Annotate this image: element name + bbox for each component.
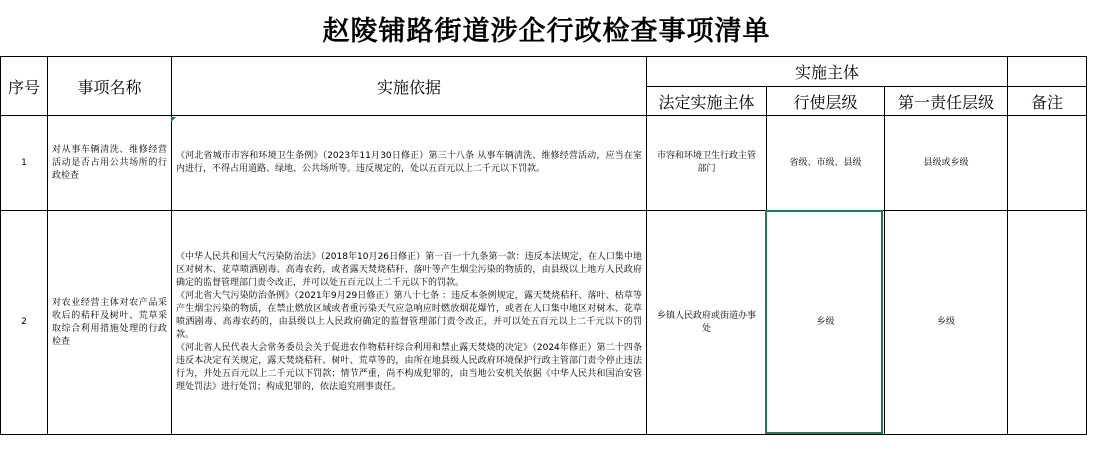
header-row-1	[1, 57, 1087, 87]
header-remark: 备注	[1008, 87, 1087, 116]
cell-item-name[interactable]: 对从事车辆清洗、维修经营活动是否占用公共场所的行政检查	[48, 116, 172, 211]
cell-level[interactable]: 乡级	[767, 211, 885, 435]
comment-marker-icon	[171, 117, 176, 122]
cell-item-name[interactable]: 对农业经营主体对农产品采收后的秸秆及树叶、荒草采取综合利用措施处理的行政检查	[48, 211, 172, 435]
basis-paragraph: 《河北省人民代表大会常务委员会关于促进农作物秸秆综合利用和禁止露天焚烧的决定》（2024年修正）第二十四条 违反本决定有关规定，露天焚烧秸秆、树叶、荒草等的，由所在地县级人民政府环境保护行政主管部门责令停止违法行为，并处五百元以上二千元以下罚款；情节严重，尚不构成犯罪的，由当地公安机关依据《中华人民共和国治安管理处罚法》进行处罚；构成犯罪的，依法追究刑事责任。	[176, 343, 642, 392]
cell-seq[interactable]: 1	[1, 116, 48, 211]
cell-legal-subject[interactable]: 乡镇人民政府或街道办事处	[647, 211, 767, 435]
cell-seq[interactable]: 2	[1, 211, 48, 435]
header-subject: 实施主体	[647, 57, 1008, 87]
header-remark-top	[1008, 57, 1087, 87]
cell-remark[interactable]	[1008, 116, 1087, 211]
table-row	[1, 211, 1087, 435]
table-row	[1, 116, 1087, 211]
basis-paragraph: 《中华人民共和国大气污染防治法》（2018年10月26日修正）第一百一十九条第一款：违反本法规定，在人口集中地区对树木、花草喷洒剧毒、高毒农药，或者露天焚烧秸秆、落叶等产生烟尘污染的物质的，由县级以上地方人民政府确定的监督管理部门责令改正，并可以处五百元以上二千元以下的罚款。	[176, 252, 642, 288]
header-seq: 序号	[1, 57, 48, 116]
cell-remark[interactable]	[1008, 211, 1087, 435]
cell-first-resp-level[interactable]: 县级或乡级	[885, 116, 1008, 211]
header-item-name: 事项名称	[48, 57, 172, 116]
cell-legal-subject[interactable]: 市容和环境卫生行政主管部门	[647, 116, 767, 211]
cell-basis[interactable]	[172, 211, 647, 435]
page-title: 赵陵铺路街道涉企行政检查事项清单	[322, 15, 771, 47]
header-first-resp-level: 第一责任层级	[885, 87, 1008, 116]
basis-paragraph: 《河北省城市市容和环境卫生条例》（2023年11月30日修正）第三十八条 从事车辆清洗、维修经营活动，应当在室内进行，不得占用道路、绿地、公共场所等。违反规定的，处以五百元以上二千元以下罚款。	[176, 151, 642, 174]
header-level: 行使层级	[767, 87, 885, 116]
cell-basis[interactable]	[172, 116, 647, 211]
header-legal-subject: 法定实施主体	[647, 87, 767, 116]
inspection-table	[0, 56, 1087, 435]
cell-first-resp-level[interactable]: 乡级	[885, 211, 1008, 435]
basis-paragraph: 《河北省大气污染防治条例》（2021年9月29日修正）第八十七条 ：违反本条例规定，露天焚烧秸秆、落叶、枯草等产生烟尘污染的物质，在禁止燃放区域或者重污染天气应急响应时燃放烟花爆竹，或者在人口集中地区对树木、花草喷洒剧毒、高毒农药的，由县级以上人民政府确定的监督管理部门责令改正，并可以处五百元以上二千元以下的罚款。	[176, 291, 642, 340]
header-basis: 实施依据	[172, 57, 647, 116]
cell-level[interactable]: 省级、市级、县级	[767, 116, 885, 211]
